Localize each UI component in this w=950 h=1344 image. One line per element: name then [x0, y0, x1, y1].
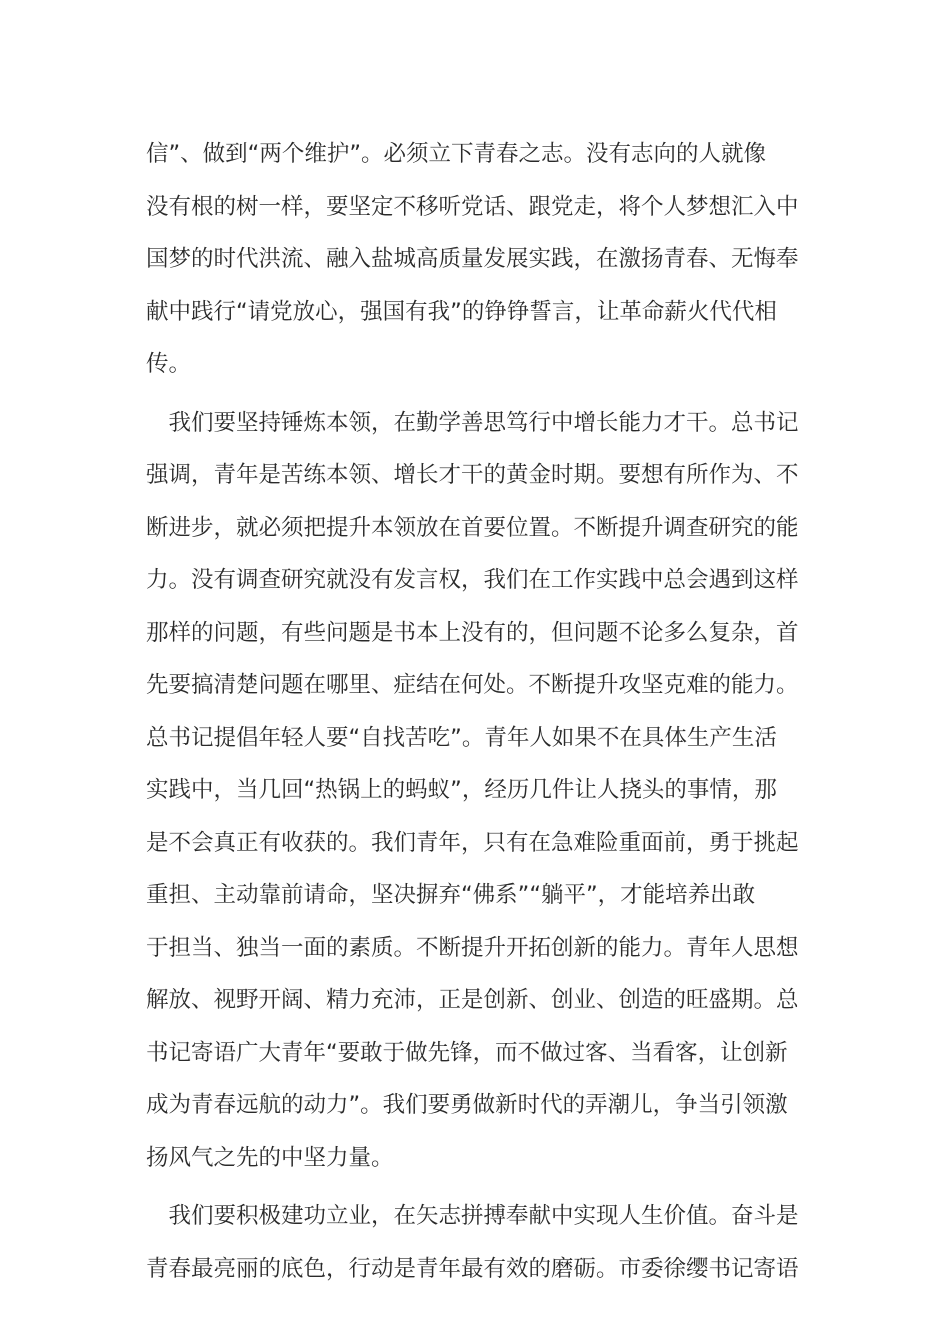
paragraph: [146, 128, 812, 391]
paragraph: [146, 397, 812, 1185]
text-line: 书记寄语广大青年“要敢于做先锋，而不做过客、当看客，让创新: [146, 1039, 788, 1066]
text-line: 总书记提倡年轻人要“自找苦吃”。青年人如果不在具体生产生活: [146, 724, 777, 751]
text-line: 献中践行“请党放心，强国有我”的铮铮誓言，让革命薪火代代相: [146, 298, 777, 325]
text-line: 信”、做到“两个维护”。必须立下青春之志。没有志向的人就像: [146, 141, 766, 167]
text-line: 实践中，当几回“热锅上的蚂蚁”，经历几件让人挠头的事情，那: [146, 777, 777, 803]
text-line: 没有根的树一样，要坚定不移听党话、跟党走，将个人梦想汇入中: [146, 193, 799, 220]
body-text: [146, 128, 812, 1295]
paragraph: [146, 1190, 812, 1295]
text-line: 国梦的时代洪流、融入盐城高质量发展实践，在激扬青春、无悔奉: [146, 246, 799, 272]
text-line: 我们要坚持锤炼本领，在勤学善思笃行中增长能力才干。总书记: [146, 409, 799, 436]
text-line: 我们要积极建功立业，在矢志拼搏奉献中实现人生价值。奋斗是: [146, 1203, 799, 1229]
text-line: 成为青春远航的动力”。我们要勇做新时代的弄潮儿，争当引领激: [146, 1092, 788, 1118]
text-line: 传。: [146, 351, 192, 377]
text-line: 解放、视野开阔、精力充沛，正是创新、创业、创造的旺盛期。总: [146, 987, 799, 1013]
text-line: 强调，青年是苦练本领、增长才干的黄金时期。要想有所作为、不: [146, 462, 799, 488]
text-line: 于担当、独当一面的素质。不断提升开拓创新的能力。青年人思想: [146, 934, 799, 961]
text-line: 是不会真正有收获的。我们青年，只有在急难险重面前，勇于挑起: [146, 829, 799, 856]
text-line: 青春最亮丽的底色，行动是青年最有效的磨砺。市委徐缨书记寄语: [146, 1255, 799, 1282]
text-line: 力。没有调查研究就没有发言权，我们在工作实践中总会遇到这样: [146, 567, 799, 593]
text-line: 断进步，就必须把提升本领放在首要位置。不断提升调查研究的能: [146, 514, 799, 541]
text-line: 扬风气之先的中坚力量。: [146, 1144, 394, 1171]
text-line: 重担、主动靠前请命，坚决摒弃“佛系”“躺平”，才能培养出敢: [146, 882, 756, 908]
text-line: 那样的问题，有些问题是书本上没有的，但问题不论多么复杂，首: [146, 619, 799, 646]
text-line: 先要搞清楚问题在哪里、症结在何处。不断提升攻坚克难的能力。: [146, 672, 799, 698]
